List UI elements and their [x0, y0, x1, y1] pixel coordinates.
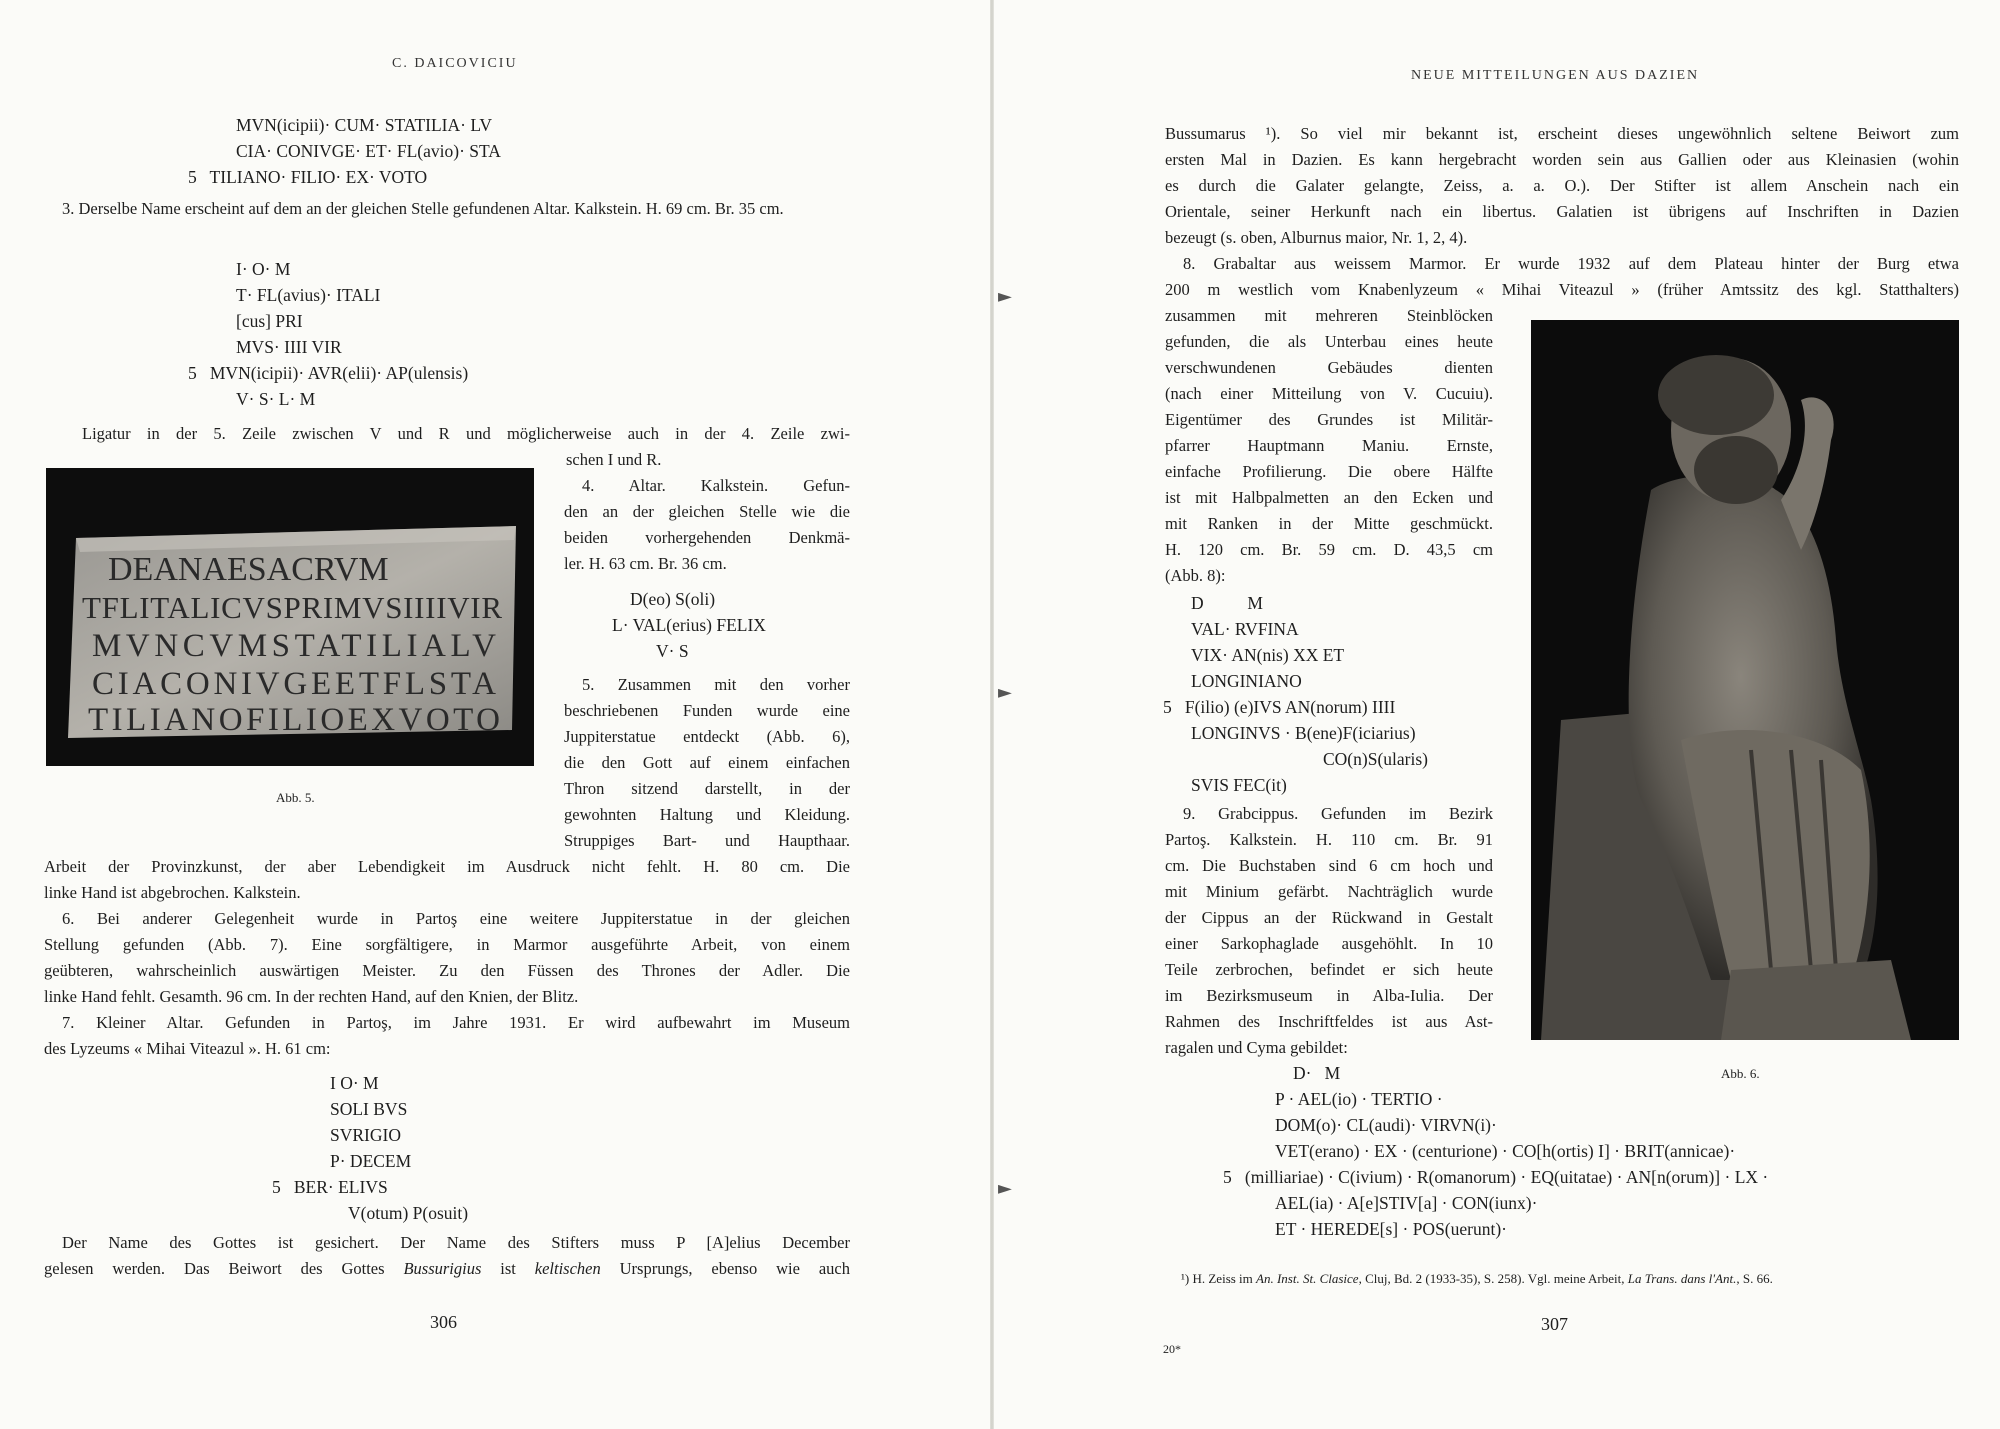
arrow-mark-icon: ►: [998, 682, 1012, 703]
paragraph-line: gewohnten Haltung und Kleidung.: [564, 805, 850, 824]
paragraph-line: mit Minium gefärbt. Nachträglich wurde: [1165, 882, 1493, 901]
paragraph-line: Partoş. Kalkstein. H. 110 cm. Br. 91: [1165, 830, 1493, 849]
paragraph-line: der Cippus an der Rückwand in Gestalt: [1165, 908, 1493, 927]
inscription-line: 5 (milliariae) · C(ivium) · R(omanorum) · EQ(uitatae) · AN[n(orum)] · LX ·: [1223, 1167, 1769, 1187]
paragraph-line: 5. Zusammen mit den vorher: [582, 675, 850, 694]
paragraph-line: zusammen mit mehreren Steinblöcken: [1165, 306, 1493, 325]
inscription-line: P · AEL(io) · TERTIO ·: [1275, 1089, 1443, 1109]
inscription-line: P· DECEM: [330, 1151, 412, 1171]
paragraph-line: es durch die Galater gelangte, Zeiss, a. a. O.). Der Stifter ist allem Anschein nach ein: [1165, 176, 1959, 195]
inscription-line: 5 MVN(icipii)· AVR(elii)· AP(ulensis): [188, 363, 469, 383]
paragraph-line: 9. Grabcippus. Gefunden im Bezirk: [1183, 804, 1493, 823]
statue-image: [1531, 320, 1959, 1040]
paragraph-line: beiden vorhergehenden Denkmä-: [564, 528, 850, 547]
inscription-line: SVIS FEC(it): [1191, 775, 1287, 795]
paragraph-line: linke Hand fehlt. Gesamth. 96 cm. In der rechten Hand, auf den Knien, der Blitz.: [44, 987, 579, 1006]
jupiter-statue-photo: [1531, 320, 1959, 1040]
inscription-line: D(eo) S(oli): [630, 589, 716, 609]
inscription-line: SOLI BVS: [330, 1099, 408, 1119]
paragraph-line: (Abb. 8):: [1165, 566, 1226, 585]
page-number: 306: [430, 1312, 457, 1332]
footnote: ¹) H. Zeiss im An. Inst. St. Clasice, Cluj, Bd. 2 (1933-35), S. 258). Vgl. meine Arbeit, La Trans. dans l'Ant., S. 66.: [1181, 1271, 1773, 1286]
inscription-line: VIX· AN(nis) XX ET: [1191, 645, 1345, 665]
inscription-line: 5 F(ilio) (e)IVS AN(norum) IIII: [1163, 697, 1396, 717]
paragraph-line: 6. Bei anderer Gelegenheit wurde in Partoş eine weitere Juppiterstatue in der gleichen: [62, 909, 850, 928]
paragraph-line: linke Hand ist abgebrochen. Kalkstein.: [44, 883, 301, 902]
paragraph-line: Eigentümer des Grundes ist Militär-: [1165, 410, 1493, 429]
signature-mark: 20*: [1163, 1342, 1181, 1356]
inscription-line: L· VAL(erius) FELIX: [612, 615, 766, 635]
inscription-stone-image: [46, 468, 534, 766]
paragraph-line: (nach einer Mitteilung von V. Cucuiu).: [1165, 384, 1493, 403]
paragraph-line: 200 m westlich vom Knabenlyzeum « Mihai Viteazul » (früher Amtssitz des kgl. Statthalters): [1165, 280, 1959, 299]
paragraph-line: gefunden, die als Unterbau eines heute: [1165, 332, 1493, 351]
paragraph-line: H. 120 cm. Br. 59 cm. D. 43,5 cm: [1165, 540, 1493, 559]
paragraph-line: Thron sitzend darstellt, in der: [564, 779, 850, 798]
inscription-line: V· S: [656, 641, 689, 661]
stone-inscription-photo: [46, 468, 534, 766]
inscription-line: D· M: [1293, 1063, 1341, 1083]
stone-line: DEANAESACRVM: [108, 551, 389, 588]
inscription-line: D M: [1191, 593, 1263, 613]
inscription-line: ET · HEREDE[s] · POS(uerunt)·: [1275, 1219, 1507, 1239]
stone-line: CIACONIVGEETFLSTA: [92, 666, 496, 702]
paragraph-line: Arbeit der Provinzkunst, der aber Lebendigkeit im Ausdruck nicht fehlt. H. 80 cm. Die: [44, 857, 850, 876]
inscription-line: MVN(icipii)· CUM· STATILIA· LV: [236, 115, 493, 135]
paragraph-line: einer Sarkophaglade ausgehöhlt. In 10: [1165, 934, 1493, 953]
inscription-line: I· O· M: [236, 259, 291, 279]
inscription-line: AEL(ia) · A[e]STIV[a] · CON(iunx)·: [1275, 1193, 1538, 1213]
inscription-line: 5 BER· ELIVS: [272, 1177, 388, 1197]
inscription-line: CIA· CONIVGE· ET· FL(avio)· STA: [236, 141, 501, 161]
inscription-line: V(otum) P(osuit): [348, 1203, 469, 1223]
inscription-line: MVS· IIII VIR: [236, 337, 342, 357]
figure-caption: Abb. 6.: [1721, 1066, 1760, 1081]
inscription-line: I O· M: [330, 1073, 379, 1093]
inscription-line: VAL· RVFINA: [1191, 619, 1299, 639]
paragraph-line: ler. H. 63 cm. Br. 36 cm.: [564, 554, 727, 573]
paragraph-line: mit Ranken in der Mitte geschmückt.: [1165, 514, 1493, 533]
inscription-line: LONGINIANO: [1191, 671, 1302, 691]
paragraph-line: Rahmen des Inschriftfeldes ist aus Ast-: [1165, 1012, 1493, 1031]
running-head: C. DAICOVICIU: [392, 56, 518, 71]
paragraph-line: ragalen und Cyma gebildet:: [1165, 1038, 1348, 1057]
inscription-line: 5 TILIANO· FILIO· EX· VOTO: [188, 167, 428, 187]
paragraph-line: Bussumarus ¹). So viel mir bekannt ist, erscheint dieses ungewöhnlich seltene Beiwort zum: [1165, 124, 1959, 143]
inscription-line: V· S· L· M: [236, 389, 316, 409]
left-page: [0, 0, 993, 1429]
paragraph: schen I und R.: [566, 450, 662, 469]
stone-line: TILIANOFILIOEXVOTO: [88, 702, 500, 738]
paragraph-line: die den Gott auf einem einfachen: [564, 753, 850, 772]
paragraph-line: Struppiges Bart- und Haupthaar.: [564, 831, 850, 850]
stone-line: TFLITALICVSPRIMVSIIIIVIR: [82, 590, 502, 625]
inscription-line: [cus] PRI: [236, 311, 303, 331]
page-number: 307: [1541, 1314, 1568, 1334]
inscription-line: VET(erano) · EX · (centurione) · CO[h(ortis) I] · BRIT(annicae)·: [1275, 1141, 1736, 1161]
paragraph-line: Juppiterstatue entdeckt (Abb. 6),: [564, 727, 850, 746]
paragraph-line: beschriebenen Funden wurde eine: [564, 701, 850, 720]
paragraph-line: des Lyzeums « Mihai Viteazul ». H. 61 cm:: [44, 1039, 331, 1058]
arrow-mark-icon: ►: [998, 286, 1012, 307]
inscription-line: SVRIGIO: [330, 1125, 401, 1145]
inscription-line: LONGINVS · B(ene)F(iciarius): [1191, 723, 1416, 743]
inscription-line: T· FL(avius)· ITALI: [236, 285, 381, 305]
paragraph-line: 8. Grabaltar aus weissem Marmor. Er wurde 1932 auf dem Plateau hinter der Burg etwa: [1183, 254, 1959, 273]
paragraph-line: gelesen werden. Das Beiwort des Gottes Bussurigius ist keltischen Ursprungs, ebenso wie auch: [44, 1259, 850, 1278]
paragraph-line: 4. Altar. Kalkstein. Gefun-: [582, 476, 850, 495]
paragraph-line: ist mit Halbpalmetten an den Ecken und: [1165, 488, 1493, 507]
paragraph: Ligatur in der 5. Zeile zwischen V und R und möglicherweise auch in der 4. Zeile zwi-: [82, 424, 850, 443]
running-head: NEUE MITTEILUNGEN AUS DAZIEN: [1411, 68, 1700, 83]
paragraph-line: Orientale, seiner Herkunft nach ein libertus. Galatien ist übrigens auf Inschriften in Dazien: [1165, 202, 1959, 221]
right-page: [993, 0, 2000, 1429]
paragraph: 3. Derselbe Name erscheint auf dem an der gleichen Stelle gefundenen Altar. Kalkstein. H. 69 cm. Br. 35 cm.: [62, 199, 784, 218]
paragraph-line: verschwundenen Gebäudes dienten: [1165, 358, 1493, 377]
paragraph-line: Der Name des Gottes ist gesichert. Der Name des Stifters muss P [A]elius December: [62, 1233, 850, 1252]
figure-caption: Abb. 5.: [276, 790, 315, 805]
paragraph-line: 7. Kleiner Altar. Gefunden in Partoş, im Jahre 1931. Er wird aufbewahrt im Museum: [62, 1013, 850, 1032]
paragraph-line: Stellung gefunden (Abb. 7). Eine sorgfältigere, in Marmor ausgeführte Arbeit, von einem: [44, 935, 850, 954]
arrow-mark-icon: ►: [998, 1178, 1012, 1199]
paragraph-line: geübteren, wahrscheinlich auswärtigen Meister. Zu den Füssen des Thrones der Adler. Die: [44, 961, 850, 980]
paragraph-line: ersten Mal in Dazien. Es kann hergebracht worden sein aus Gallien oder aus Kleinasien (wohin: [1165, 150, 1959, 169]
inscription-line: CO(n)S(ularis): [1323, 749, 1428, 769]
paragraph-line: pfarrer Hauptmann Maniu. Ernste,: [1165, 436, 1493, 455]
paragraph-line: den an der gleichen Stelle wie die: [564, 502, 850, 521]
paragraph-line: Teile zerbrochen, befindet er sich heute: [1165, 960, 1493, 979]
paragraph-line: cm. Die Buchstaben sind 6 cm hoch und: [1165, 856, 1493, 875]
stone-line: MVNCVMSTATILIALV: [92, 628, 496, 664]
paragraph-line: im Bezirksmuseum in Alba-Iulia. Der: [1165, 986, 1493, 1005]
paragraph-line: bezeugt (s. oben, Alburnus maior, Nr. 1, 2, 4).: [1165, 228, 1468, 247]
paragraph-line: einfache Profilierung. Die obere Hälfte: [1165, 462, 1493, 481]
inscription-line: DOM(o)· CL(audi)· VIRVN(i)·: [1275, 1115, 1497, 1135]
